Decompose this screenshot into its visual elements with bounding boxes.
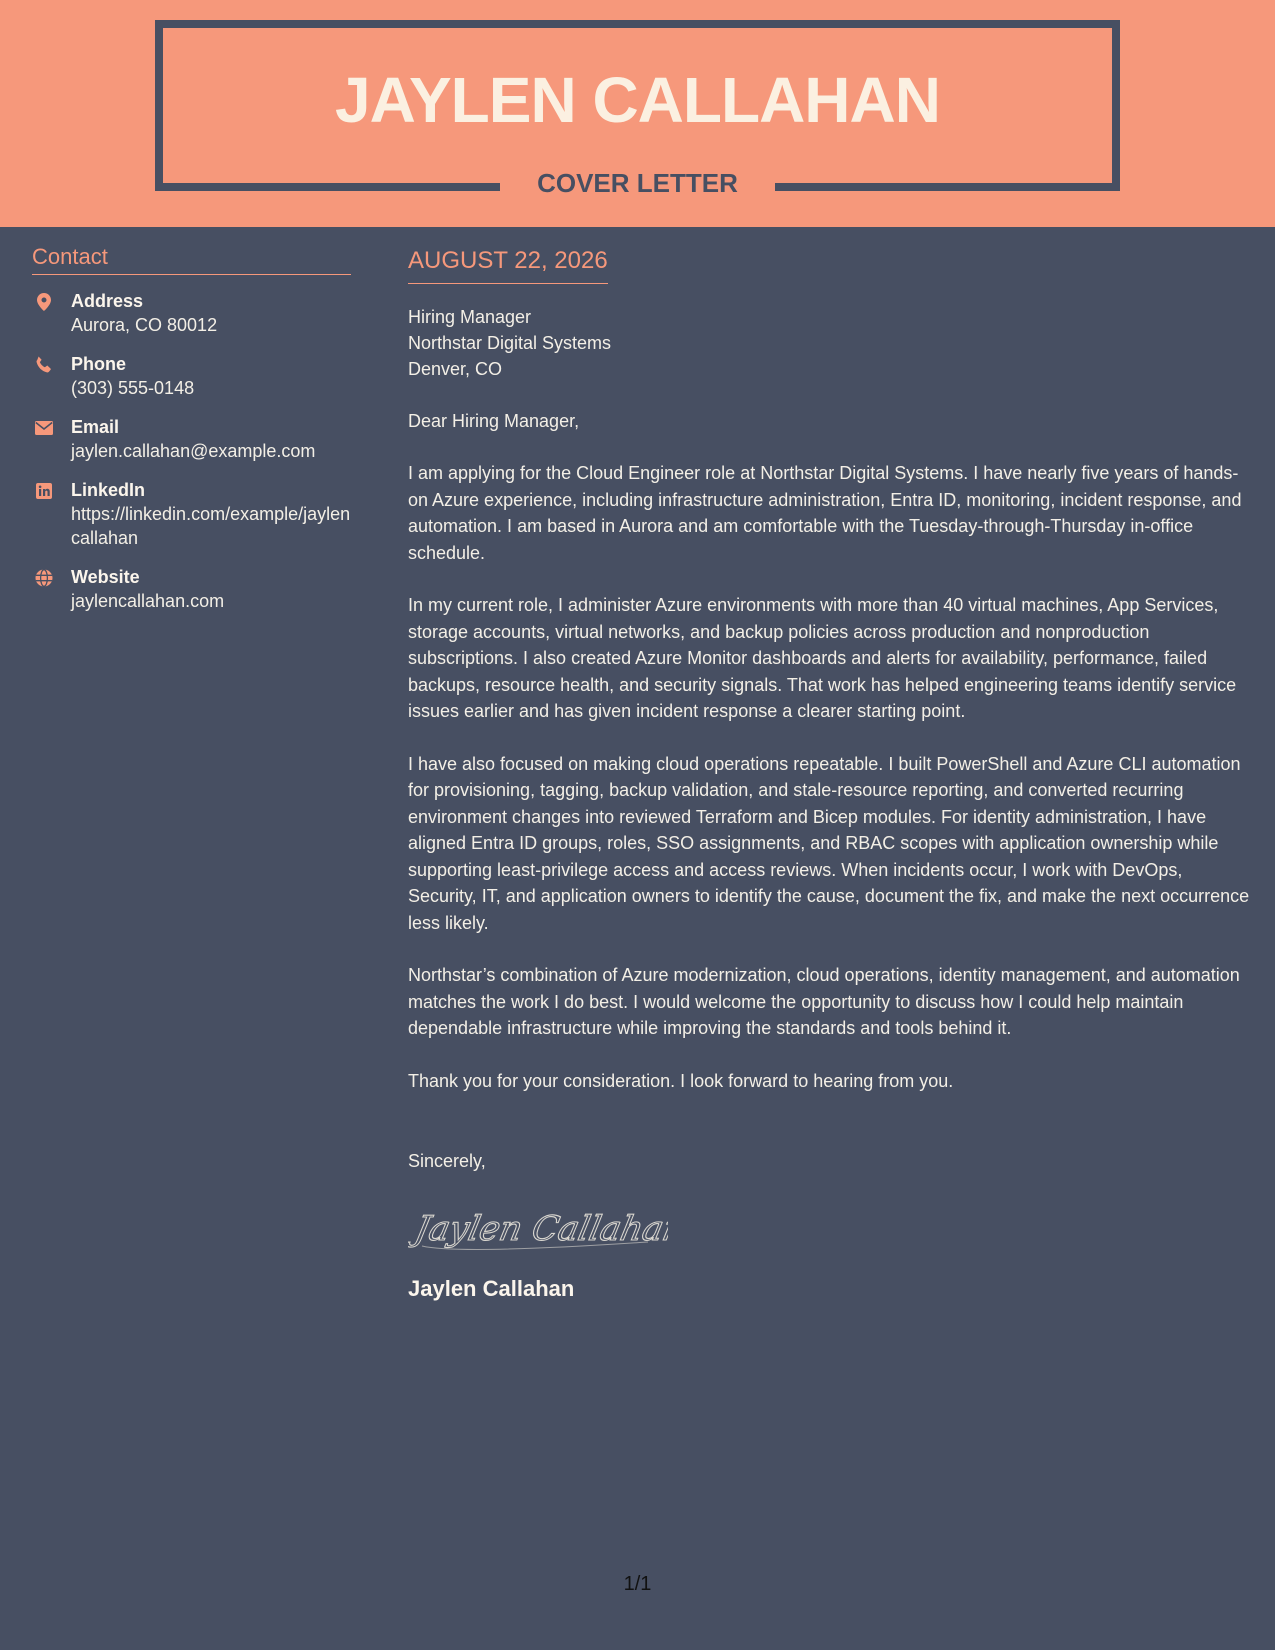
letter-body [408, 245, 1253, 1304]
contact-value: (303) 555-0148 [71, 378, 195, 398]
contact-item-address [32, 289, 352, 337]
contact-value: Aurora, CO 80012 [71, 315, 218, 335]
letter-date: AUGUST 22, 2026 [408, 245, 608, 284]
contact-label: LinkedIn [71, 480, 146, 500]
header-frame-bottom-left [155, 183, 500, 191]
signed-name: Jaylen Callahan [408, 1276, 575, 1301]
contact-value: jaylen.callahan@example.com [71, 441, 316, 461]
envelope-icon [35, 419, 53, 437]
contact-value: jaylencallahan.com [71, 591, 225, 611]
applicant-name: JAYLEN CALLAHAN [335, 64, 940, 136]
contact-item-linkedin [32, 478, 352, 550]
recipient-line: Denver, CO [408, 359, 503, 379]
closing: Sincerely, [408, 1151, 486, 1171]
body-paragraph: Northstar’s combination of Azure modernization, cloud operations, identity management, and automation matches the work I do best. I would welcome the opportunity to discuss how I could help maintain dependable infrastructure while improving the standards and tools behind it. [408, 965, 1240, 1038]
recipient-line: Northstar Digital Systems [408, 333, 612, 353]
body-paragraph: I am applying for the Cloud Engineer role at Northstar Digital Systems. I have nearly five years of hands-on Azure experience, including infrastructure administration, Entra ID, monitoring, incident response, and automation. I am based in Aurora and am comfortable with the Tuesday-through-Thursday in-office schedule. [408, 463, 1242, 563]
signature-text: Jaylen Callahan [411, 1209, 668, 1249]
page-number: 1/1 [623, 1573, 652, 1595]
contact-label: Website [71, 567, 140, 587]
document-subtitle: COVER LETTER [537, 168, 738, 198]
salutation: Dear Hiring Manager, [408, 411, 580, 431]
contact-item-phone [32, 352, 352, 400]
body-paragraph: Thank you for your consideration. I look forward to hearing from you. [408, 1070, 954, 1091]
contact-item-website [32, 565, 352, 613]
phone-icon [35, 356, 53, 374]
header-band [0, 0, 1275, 227]
contact-heading: Contact [32, 243, 351, 275]
location-pin-icon [35, 293, 53, 311]
globe-icon [35, 569, 53, 587]
linkedin-icon [35, 482, 53, 500]
contact-label: Phone [71, 354, 127, 374]
contact-item-email [32, 415, 352, 463]
handwritten-signature [408, 1200, 668, 1260]
recipient-line: Hiring Manager [408, 307, 532, 327]
contact-value: https://linkedin.com/example/jaylencallahan [71, 504, 351, 548]
body-paragraph: I have also focused on making cloud operations repeatable. I built PowerShell and Azure CLI automation for provisioning, tagging, backup validation, and stale-resource reporting, and converted recurring environment changes into reviewed Terraform and Bicep modules. For identity administration, I have aligned Entra ID groups, roles, SSO assignments, and RBAC scopes with application ownership while supporting least-privilege access and access reviews. When incidents occur, I work with DevOps, Security, IT, and application owners to identify the cause, document the fix, and make the next occurrence less likely. [408, 753, 1250, 933]
recipient-block [408, 304, 1253, 382]
header-frame-bottom-right [775, 183, 1120, 191]
contact-label: Email [71, 417, 120, 437]
contact-sidebar [32, 243, 352, 613]
body-paragraph: In my current role, I administer Azure environments with more than 40 virtual machines, App Services, storage accounts, virtual networks, and backup policies across production and nonproduction subscriptions. I also created Azure Monitor dashboards and alerts for availability, performance, failed backups, resource health, and security signals. That work has helped engineering teams identify service issues earlier and has given incident response a clearer starting point. [408, 595, 1237, 721]
contact-label: Address [71, 291, 144, 311]
